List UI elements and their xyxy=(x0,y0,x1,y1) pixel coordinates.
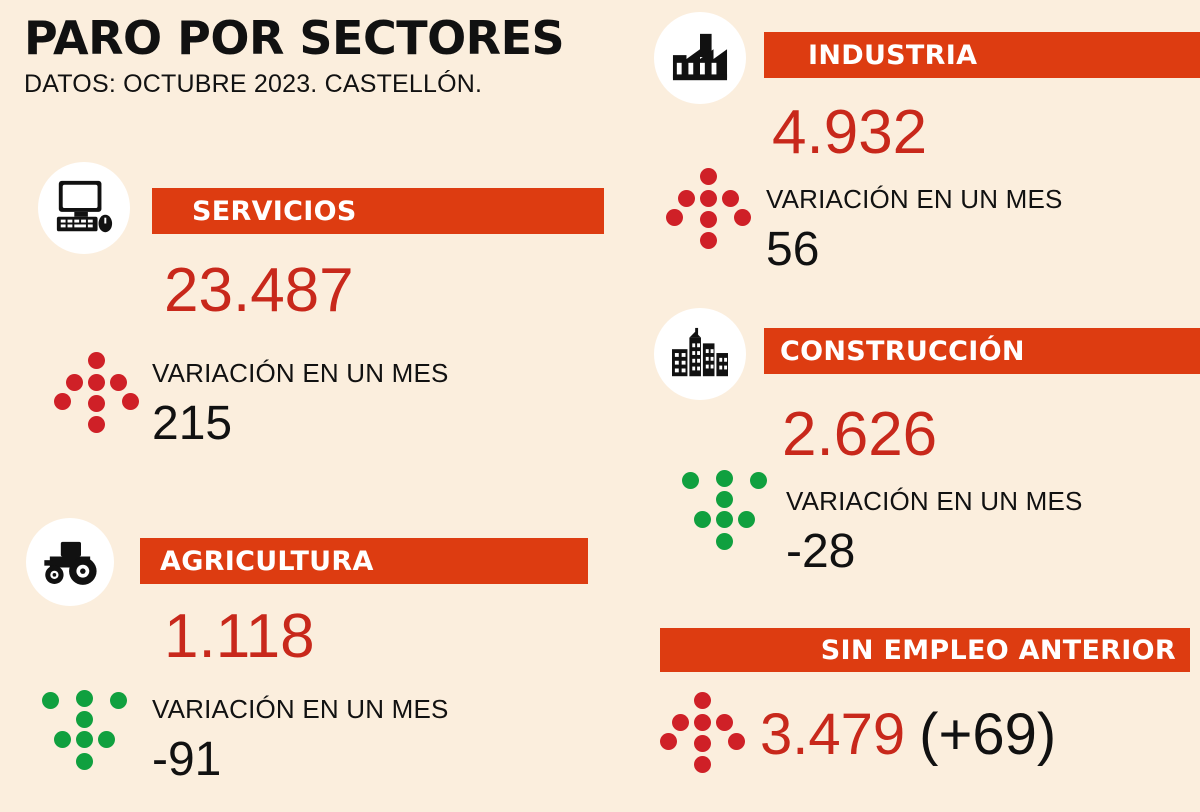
sin-empleo-body xyxy=(660,692,1190,778)
sin-empleo-label: SIN EMPLEO ANTERIOR xyxy=(820,634,1176,666)
arrow-down-icon xyxy=(42,690,128,776)
sector-construccion-value: 2.626 xyxy=(782,400,938,469)
sector-agricultura-variation-value: -91 xyxy=(152,733,222,786)
sector-agricultura-variation-label: VARIACIÓN EN UN MES xyxy=(152,694,449,724)
sector-agricultura-head xyxy=(12,528,572,584)
sector-construccion-variation-value: -28 xyxy=(786,525,856,578)
arrow-up-icon xyxy=(54,352,140,438)
page-title: PARO POR SECTORES xyxy=(24,11,565,65)
buildings-icon xyxy=(654,308,746,400)
arrow-up-icon xyxy=(666,168,752,254)
sector-construccion-label: CONSTRUCCIÓN xyxy=(780,335,1025,367)
page-subtitle: DATOS: OCTUBRE 2023. CASTELLÓN. xyxy=(24,70,483,99)
sector-servicios-head xyxy=(24,176,584,232)
sin-empleo-bar xyxy=(660,628,1190,672)
sector-agricultura-value: 1.118 xyxy=(164,602,315,671)
sector-industria-variation-value: 56 xyxy=(766,223,820,276)
sector-sin-empleo-anterior xyxy=(660,628,1190,778)
sector-agricultura-bar xyxy=(140,538,588,584)
sin-empleo-value: 3.479 xyxy=(760,702,906,767)
sector-industria-label: INDUSTRIA xyxy=(808,39,978,71)
sector-servicios-bar xyxy=(152,188,604,234)
sector-servicios-variation-value: 215 xyxy=(152,397,233,450)
sector-construccion-bar xyxy=(764,328,1200,374)
arrow-down-icon xyxy=(682,470,768,556)
computer-icon xyxy=(38,162,130,254)
sector-industria-variation-label: VARIACIÓN EN UN MES xyxy=(766,184,1063,214)
sector-industria-value: 4.932 xyxy=(772,98,928,167)
sector-construccion-head xyxy=(648,312,1188,368)
tractor-icon xyxy=(26,518,114,606)
sector-industria-bar xyxy=(764,32,1200,78)
header xyxy=(24,11,624,99)
sector-servicios-label: SERVICIOS xyxy=(192,195,357,227)
sector-servicios xyxy=(24,176,584,450)
sin-empleo-delta: (+69) xyxy=(919,702,1057,767)
sector-industria xyxy=(648,14,1188,276)
sector-agricultura xyxy=(12,528,572,786)
sector-construccion xyxy=(648,312,1188,578)
sector-agricultura-label: AGRICULTURA xyxy=(160,545,374,577)
sector-construccion-variation-label: VARIACIÓN EN UN MES xyxy=(786,486,1083,516)
sector-servicios-value: 23.487 xyxy=(164,256,354,325)
factory-icon xyxy=(654,12,746,104)
sector-servicios-variation-label: VARIACIÓN EN UN MES xyxy=(152,358,449,388)
arrow-up-icon xyxy=(660,692,746,778)
sector-industria-head xyxy=(648,14,1188,70)
